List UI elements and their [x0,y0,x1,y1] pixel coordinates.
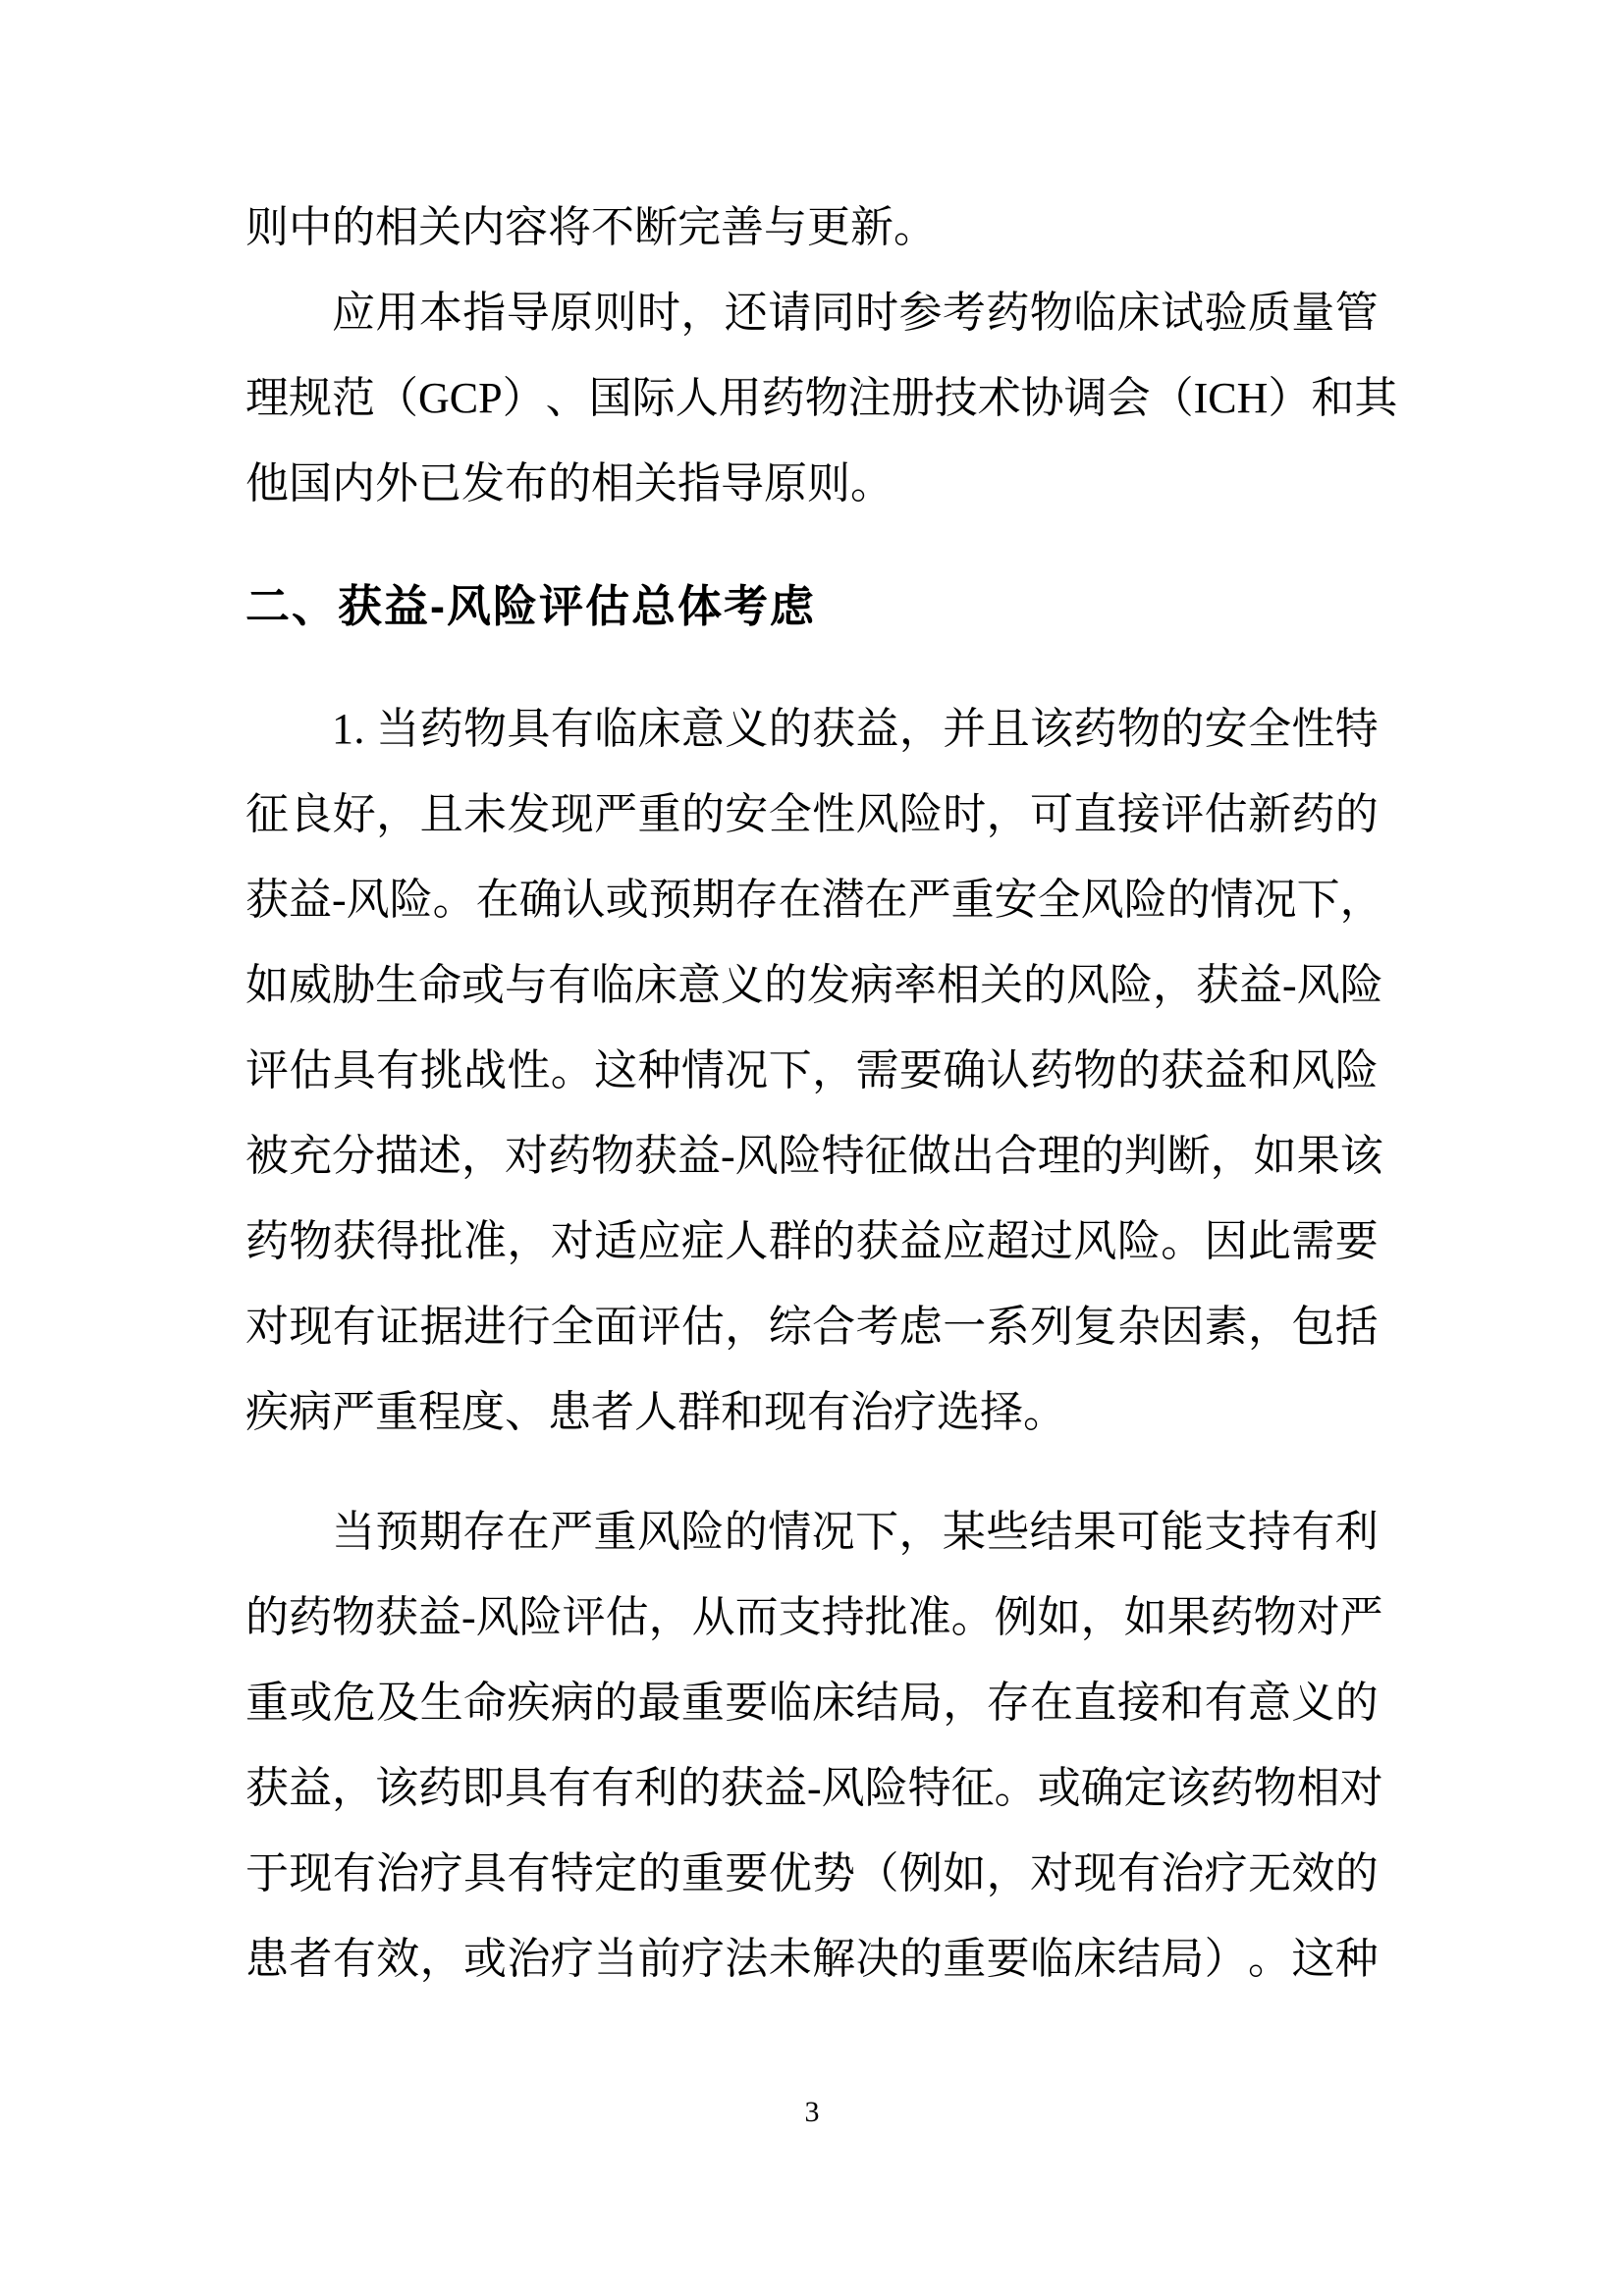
text-line: 对 现 有 证 据 进 行 全 面 评 估 ， 综 合 考 虑 一 系 列 复 杂 因 素 ， 包 括 [245,1303,1379,1351]
text-line: 应 用 本 指 导 原 则 时 ， 还 请 同 时 参 考 药 物 临 床 试 验 质 量 管 [332,289,1379,337]
text-line: 于 现 有 治 疗 具 有 特 定 的 重 要 优 势 （ 例 如 ， 对 现 有 治 疗 无 效 的 [245,1849,1379,1897]
text-line: 他 国 内 外 已 发 布 的 相 关 指 导 原 则 。 [245,459,893,507]
text-line: 如 威 胁 生 命 或 与 有 临 床 意 义 的 发 病 率 相 关 的 风 险 ， 获 益 - 风 险 [245,961,1383,1009]
text-line: 的 药 物 获 益 - 风 险 评 估 ， 从 而 支 持 批 准 。 例 如 ， 如 果 药 物 对 严 [245,1593,1383,1641]
text-line: 重 或 危 及 生 命 疾 病 的 最 重 要 临 床 结 局 ， 存 在 直 接 和 有 意 义 的 [245,1679,1379,1727]
text-line: 理 规 范 （ G C P ） 、 国 际 人 用 药 物 注 册 技 术 协 调 会 （ I C H ） 和 其 [245,374,1398,422]
text-line: 药 物 获 得 批 准 ， 对 适 应 症 人 群 的 获 益 应 超 过 风 险 。 因 此 需 要 [245,1217,1379,1265]
text-line: 评 估 具 有 挑 战 性 。 这 种 情 况 下 ， 需 要 确 认 药 物 的 获 益 和 风 险 [245,1046,1379,1095]
page-body-text [245,185,1398,2002]
page-number: 3 [804,2096,820,2128]
text-line: 1 . 当 药 物 具 有 临 床 意 义 的 获 益 ， 并 且 该 药 物 的 安 全 性 特 [332,705,1379,753]
paragraph-item1 [245,686,1383,1455]
text-line: 患 者 有 效 ， 或 治 疗 当 前 疗 法 未 解 决 的 重 要 临 床 结 局 ） 。 这 种 [245,1935,1379,1983]
paragraph-references [245,270,1398,526]
text-line: 疾 病 严 重 程 度 、 患 者 人 群 和 现 有 治 疗 选 择 。 [245,1388,1066,1436]
paragraph-serious-risk [245,1489,1383,2002]
text-line: 当 预 期 存 在 严 重 风 险 的 情 况 下 ， 某 些 结 果 可 能 支 持 有 利 [332,1508,1379,1556]
text-line: 获 益 ， 该 药 即 具 有 有 利 的 获 益 - 风 险 特 征 。 或 确 定 该 药 物 相 对 [245,1764,1383,1812]
text-line: 征 良 好 ， 且 未 发 现 严 重 的 安 全 性 风 险 时 ， 可 直 接 评 估 新 药 的 [245,790,1379,838]
text-line: 获 益 - 风 险 。 在 确 认 或 预 期 存 在 潜 在 严 重 安 全 风 险 的 情 况 下 ， [245,876,1383,924]
section-heading: 二、获益-风险评估总体考虑 [245,581,816,631]
text-line: 被 充 分 描 述 ， 对 药 物 获 益 - 风 险 特 征 做 出 合 理 的 判 断 ， 如 果 该 [245,1132,1383,1180]
paragraph-continuation [245,185,1379,270]
text-line: 则 中 的 相 关 内 容 将 不 断 完 善 与 更 新 。 [245,203,937,251]
